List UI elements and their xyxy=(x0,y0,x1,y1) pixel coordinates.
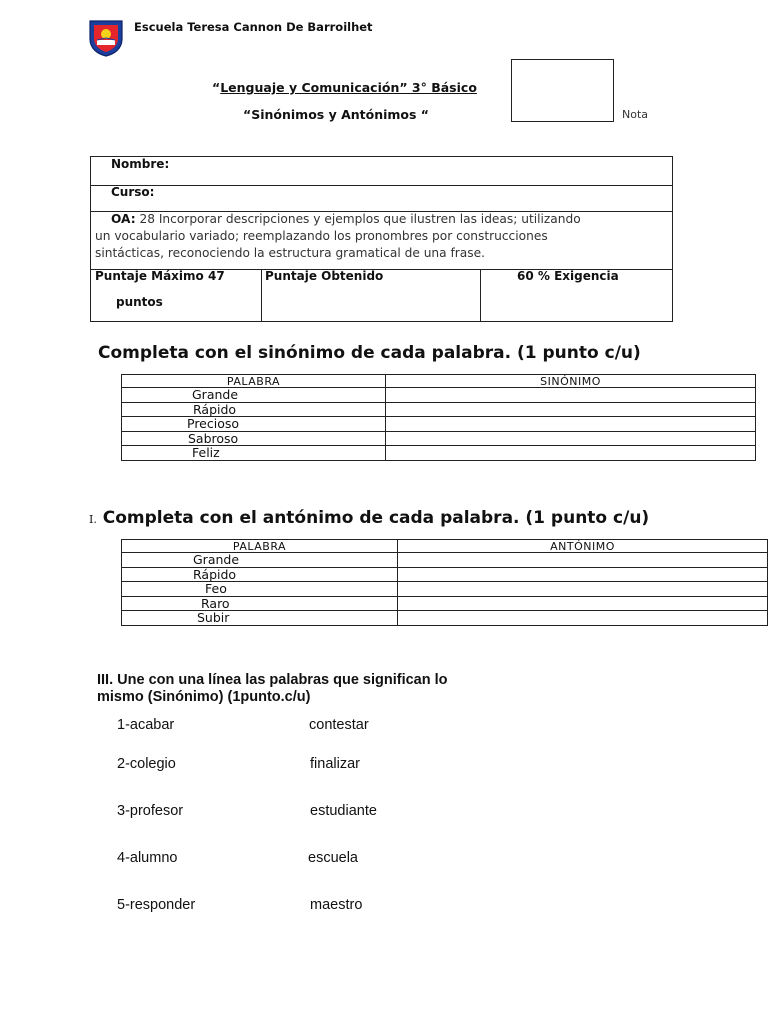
synonym-table-header xyxy=(122,375,756,388)
subject-underlined: Lenguaje y Comunicación” 3° Básico xyxy=(220,80,477,95)
student-info-table xyxy=(90,156,673,322)
synonym-col-answer: SINÓNIMO xyxy=(386,375,756,388)
synonym-answer-cell[interactable] xyxy=(386,402,756,417)
synonym-word: Feliz xyxy=(122,446,386,461)
table-row xyxy=(122,446,756,461)
grade-box[interactable] xyxy=(511,59,614,122)
antonym-word: Feo xyxy=(122,582,398,597)
synonym-word: Precioso xyxy=(122,417,386,432)
table-row xyxy=(122,388,756,403)
synonym-answer-cell[interactable] xyxy=(386,431,756,446)
max-score-cell xyxy=(91,269,262,321)
antonym-col-answer: ANTÓNIMO xyxy=(398,540,768,553)
objective-row xyxy=(91,211,672,270)
matching-heading-line-1: III. Une con una línea las palabras que significan lo xyxy=(97,672,448,688)
objective-line-1: 28 Incorporar descripciones y ejemplos que ilustren las ideas; utilizando xyxy=(139,212,581,226)
matching-heading xyxy=(97,672,448,706)
max-score-unit: puntos xyxy=(116,295,163,309)
antonym-word: Grande xyxy=(122,553,398,568)
antonym-answer-cell[interactable] xyxy=(398,567,768,582)
antonym-answer-cell[interactable] xyxy=(398,582,768,597)
subject-open-quote: “ xyxy=(212,80,221,95)
synonym-col-word: PALABRA xyxy=(122,375,386,388)
antonym-answer-cell[interactable] xyxy=(398,596,768,611)
course-row[interactable] xyxy=(91,185,672,212)
match-right-item[interactable]: finalizar xyxy=(310,756,360,772)
obtained-score-cell[interactable] xyxy=(261,269,481,321)
objective-label: OA: xyxy=(111,212,136,226)
antonym-answer-cell[interactable] xyxy=(398,611,768,626)
max-score-label: Puntaje Máximo 47 xyxy=(95,269,225,283)
subject-title xyxy=(212,80,477,95)
table-row xyxy=(122,553,768,568)
match-right-item[interactable]: maestro xyxy=(310,897,363,913)
requirement-label: 60 % Exigencia xyxy=(517,269,619,283)
objective-text xyxy=(95,211,668,262)
match-right-item[interactable]: escuela xyxy=(308,850,358,866)
table-row xyxy=(122,417,756,432)
synonym-word: Rápido xyxy=(122,402,386,417)
table-row xyxy=(122,431,756,446)
synonym-table xyxy=(121,374,756,461)
antonym-table-header xyxy=(122,540,768,553)
match-right-item[interactable]: estudiante xyxy=(310,803,377,819)
antonym-word: Subir xyxy=(122,611,398,626)
antonym-answer-cell[interactable] xyxy=(398,553,768,568)
match-left-item[interactable]: 2-colegio xyxy=(117,756,176,772)
course-label: Curso: xyxy=(111,185,155,199)
name-label: Nombre: xyxy=(111,157,170,171)
antonym-word: Rápido xyxy=(122,567,398,582)
table-row xyxy=(122,402,756,417)
antonym-heading-wrap xyxy=(89,508,649,528)
synonym-answer-cell[interactable] xyxy=(386,417,756,432)
synonym-word: Sabroso xyxy=(122,431,386,446)
name-row[interactable] xyxy=(91,157,672,186)
table-row xyxy=(122,567,768,582)
antonym-word: Raro xyxy=(122,596,398,611)
antonym-numeral: I. xyxy=(89,513,97,526)
topic-title: “Sinónimos y Antónimos “ xyxy=(243,107,430,122)
matching-heading-line-2: mismo (Sinónimo) (1punto.c/u) xyxy=(97,689,311,705)
table-row xyxy=(122,582,768,597)
antonym-col-word: PALABRA xyxy=(122,540,398,553)
table-row xyxy=(122,611,768,626)
requirement-cell xyxy=(480,269,672,321)
synonym-answer-cell[interactable] xyxy=(386,388,756,403)
match-left-item[interactable]: 5-responder xyxy=(117,897,196,913)
table-row xyxy=(122,596,768,611)
match-left-item[interactable]: 3-profesor xyxy=(117,803,184,819)
synonym-answer-cell[interactable] xyxy=(386,446,756,461)
antonym-heading: Completa con el antónimo de cada palabra. (1 punto c/u) xyxy=(102,508,650,528)
obtained-score-label: Puntaje Obtenido xyxy=(265,269,384,283)
objective-line-2: un vocabulario variado; reemplazando los pronombres por construcciones xyxy=(95,229,548,243)
synonym-word: Grande xyxy=(122,388,386,403)
school-logo xyxy=(88,19,124,57)
synonym-heading: Completa con el sinónimo de cada palabra. (1 punto c/u) xyxy=(98,343,641,363)
grade-label: Nota xyxy=(622,108,649,121)
antonym-table xyxy=(121,539,768,626)
match-right-item[interactable]: contestar xyxy=(309,717,369,733)
school-name: Escuela Teresa Cannon De Barroilhet xyxy=(134,20,373,34)
objective-line-3: sintácticas, reconociendo la estructura gramatical de una frase. xyxy=(95,246,485,260)
score-row xyxy=(91,269,672,321)
match-left-item[interactable]: 4-alumno xyxy=(117,850,178,866)
match-left-item[interactable]: 1-acabar xyxy=(117,717,175,733)
